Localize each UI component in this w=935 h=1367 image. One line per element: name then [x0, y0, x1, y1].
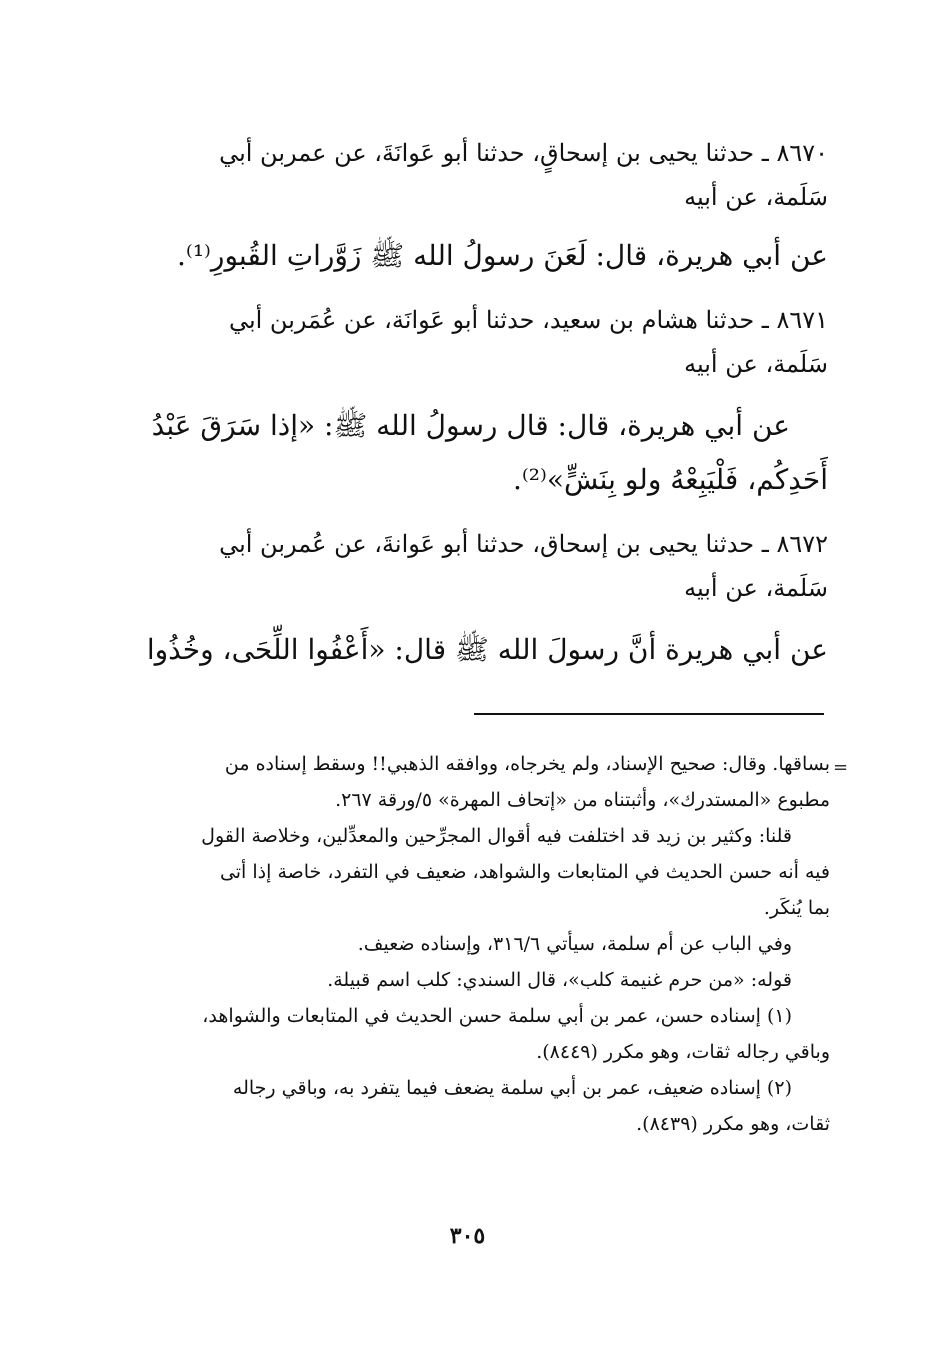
footnote-line: ثقات، وهو مكرر (٨٤٣٩). — [636, 1113, 830, 1135]
hadith-8670-matn — [132, 229, 866, 283]
footnote-line: قلنا: وكثير بن زيد قد اختلفت فيه أقوال المجرِّحين والمعدِّلين، وخلاصة القول — [201, 825, 792, 847]
isnad-line: سَلَمة، عن أبيه — [684, 574, 828, 602]
footnote-line: بما يُنكَر. — [763, 897, 830, 919]
footnote-line: قوله: «من حرم غنيمة كلب»، قال السندي: كلب اسم قبيلة. — [327, 969, 792, 991]
hadith-8671-isnad — [132, 298, 828, 386]
hadith-8671-matn — [132, 399, 828, 507]
footnote-line: وباقي رجاله ثقات، وهو مكرر (٨٤٤٩). — [536, 1041, 830, 1063]
footnote-line: بساقها. وقال: صحيح الإسناد، ولم يخرجاه، ووافقه الذهبي!! وسقط إسناده من — [224, 753, 830, 775]
hadith-8672-isnad — [132, 522, 828, 610]
footnote-separator — [474, 713, 824, 715]
footnote-continuation-mark: = — [833, 757, 849, 778]
isnad-line: ٨٦٧١ ـ حدثنا هشام بن سعيد، حدثنا أبو عَوانَة، عن عُمَربن أبي — [228, 306, 828, 334]
matn-line: عن أبي هريرة، قال: لَعَنَ رسولُ الله ﷺ زَوَّراتِ القُبورِ⁽¹⁾. — [177, 239, 828, 272]
isnad-line: سَلَمة، عن أبيه — [684, 350, 828, 378]
footnote-line: وفي الباب عن أم سلمة، سيأتي ٣١٦/٦، وإسناده ضعيف. — [357, 933, 792, 955]
footnote-line: (٢) إسناده ضعيف، عمر بن أبي سلمة يضعف فيما يتفرد به، وباقي رجاله — [232, 1077, 792, 1099]
page-number: ٣٠٥ — [449, 1223, 486, 1249]
isnad-line: سَلَمة، عن أبيه — [684, 183, 828, 211]
matn-line: أَحَدِكُم، فَلْيَبِعْهُ ولو بِنَشٍّ»⁽²⁾. — [512, 463, 828, 496]
matn-line: عن أبي هريرة أنَّ رسولَ الله ﷺ قال: «أَعْفُوا اللِّحَى، وخُذُوا — [146, 633, 828, 666]
footnote-line: فيه أنه حسن الحديث في المتابعات والشواهد، ضعيف في التفرد، خاصة إذا أتى — [219, 861, 830, 883]
footnotes — [118, 746, 830, 1142]
matn-line: عن أبي هريرة، قال: قال رسولُ الله ﷺ: «إذا سَرَقَ عَبْدُ — [151, 409, 790, 442]
isnad-line: ٨٦٧٢ ـ حدثنا يحيى بن إسحاق، حدثنا أبو عَوانةَ، عن عُمربن أبي — [219, 530, 828, 558]
hadith-8672-matn — [132, 623, 866, 677]
footnote-line: (١) إسناده حسن، عمر بن أبي سلمة حسن الحديث في المتابعات والشواهد، — [202, 1005, 792, 1027]
footnote-line: مطبوع «المستدرك»، وأثبتناه من «إتحاف المهرة» ٥/ورقة ٢٦٧. — [335, 789, 830, 811]
hadith-8670-isnad — [132, 131, 828, 219]
isnad-line: ٨٦٧٠ ـ حدثنا يحيى بن إسحاقٍ، حدثنا أبو عَوانَةَ، عن عمربن أبي — [219, 139, 828, 167]
